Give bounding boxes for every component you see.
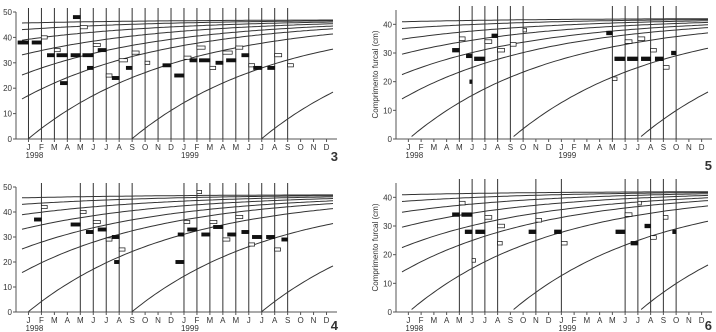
x-tick-label: A	[443, 143, 450, 152]
x-tick-label: J	[635, 316, 640, 325]
growth-curve	[132, 224, 333, 312]
frequency-bar	[673, 230, 676, 234]
year-label: 1999	[558, 324, 577, 332]
panel-number: 4	[330, 318, 338, 332]
x-tick-label: J	[246, 316, 251, 325]
frequency-bar	[80, 210, 86, 213]
year-label: 1999	[180, 151, 199, 160]
frequency-bar	[178, 233, 184, 236]
x-tick-label: S	[129, 143, 135, 152]
frequency-bar	[83, 54, 94, 57]
frequency-bar	[282, 238, 288, 241]
y-tick-label: 0	[7, 308, 12, 317]
frequency-bar	[86, 230, 93, 233]
x-tick-label: F	[571, 316, 577, 325]
y-tick-label: 20	[3, 84, 12, 94]
x-tick-label: S	[507, 316, 514, 325]
x-tick-label: D	[545, 143, 552, 152]
frequency-bar	[651, 48, 657, 52]
frequency-bar	[615, 57, 625, 61]
frequency-bar	[41, 36, 47, 39]
frequency-bar	[47, 54, 54, 57]
year-label: 1998	[405, 151, 424, 160]
x-tick-label: O	[141, 143, 149, 152]
y-axis-label: Comprimento furcal (cm)	[371, 203, 380, 292]
x-tick-label: J	[181, 143, 186, 152]
frequency-bar	[112, 76, 119, 79]
year-label: 1999	[558, 151, 577, 160]
x-tick-label: A	[596, 316, 603, 325]
x-tick-label: F	[571, 143, 577, 152]
x-tick-label: J	[623, 316, 628, 325]
frequency-bar	[476, 230, 485, 234]
frequency-bar	[459, 201, 465, 205]
x-tick-label: A	[443, 316, 450, 325]
x-tick-label: J	[26, 143, 31, 152]
y-tick-label: 40	[3, 33, 12, 43]
x-tick-label: D	[168, 143, 174, 152]
x-tick-label: O	[297, 143, 304, 152]
frequency-bar	[32, 41, 41, 44]
year-label: 1998	[25, 151, 44, 160]
frequency-bar	[54, 49, 60, 52]
frequency-bar	[210, 66, 216, 69]
frequency-bar	[254, 66, 262, 69]
x-tick-label: J	[91, 143, 96, 152]
frequency-bar	[202, 233, 210, 236]
frequency-bar	[242, 54, 249, 57]
frequency-bar	[485, 40, 492, 44]
x-tick-label: M	[456, 143, 463, 152]
frequency-bar	[60, 82, 67, 85]
y-tick-label: 40	[383, 193, 392, 203]
frequency-bar	[523, 28, 526, 32]
frequency-bar	[459, 37, 465, 41]
x-tick-label: A	[116, 316, 122, 325]
growth-curve	[641, 92, 708, 137]
x-tick-label: J	[635, 143, 640, 152]
x-tick-label: D	[545, 316, 552, 325]
frequency-bar	[631, 241, 638, 245]
x-tick-label: A	[220, 316, 226, 325]
frequency-bar	[126, 66, 132, 69]
y-tick-label: 0	[7, 135, 12, 144]
frequency-bar	[651, 236, 657, 240]
growth-curve	[514, 221, 708, 309]
frequency-bar	[190, 59, 197, 62]
y-tick-label: 10	[383, 279, 392, 289]
x-tick-label: N	[155, 316, 161, 325]
x-tick-label: S	[660, 316, 667, 325]
frequency-bar	[655, 57, 663, 61]
frequency-bar	[18, 41, 29, 44]
x-tick-label: F	[418, 316, 424, 325]
x-tick-label: M	[232, 143, 240, 152]
x-tick-label: J	[470, 316, 475, 325]
x-tick-label: J	[559, 143, 564, 152]
frequency-bar	[228, 233, 236, 236]
x-tick-label: M	[609, 316, 616, 325]
x-tick-label: M	[232, 316, 240, 325]
frequency-bar	[267, 235, 275, 238]
frequency-bar	[288, 64, 294, 67]
x-tick-label: J	[259, 143, 264, 152]
frequency-bar	[466, 54, 472, 58]
frequency-bar	[485, 216, 492, 220]
frequency-bar	[462, 213, 472, 217]
x-tick-label: N	[685, 316, 692, 325]
y-tick-label: 40	[3, 208, 12, 217]
x-tick-label: S	[507, 143, 514, 152]
x-tick-label: A	[272, 143, 278, 152]
year-label: 1998	[405, 324, 424, 332]
frequency-bar	[275, 248, 281, 251]
growth-curve	[132, 49, 333, 139]
x-tick-label: M	[51, 143, 58, 152]
frequency-bar	[184, 220, 190, 223]
y-tick-label: 0	[387, 135, 392, 144]
frequency-bar	[453, 213, 460, 217]
x-tick-label: D	[698, 143, 705, 152]
frequency-bar	[98, 49, 106, 52]
frequency-bar	[249, 243, 255, 246]
y-tick-label: 40	[383, 20, 392, 30]
x-tick-label: J	[259, 316, 264, 325]
x-tick-label: J	[104, 143, 109, 152]
frequency-bar	[275, 54, 282, 57]
y-tick-label: 10	[383, 106, 392, 116]
x-tick-label: J	[482, 316, 487, 325]
frequency-bar	[216, 61, 223, 64]
frequency-bar	[87, 66, 93, 69]
panel-number: 6	[704, 318, 712, 332]
frequency-bar	[498, 224, 505, 228]
year-label: 1998	[25, 324, 44, 332]
x-tick-label: J	[623, 143, 628, 152]
x-tick-label: A	[220, 143, 226, 152]
x-tick-label: J	[181, 316, 186, 325]
growth-curve	[514, 48, 708, 136]
frequency-bar	[106, 74, 112, 77]
chart-panel-6	[371, 179, 712, 332]
frequency-bar	[236, 215, 243, 218]
y-tick-label: 20	[383, 250, 392, 260]
frequency-bar	[625, 213, 632, 217]
frequency-bar	[163, 64, 171, 67]
frequency-bar	[536, 219, 542, 223]
chart-panel-3	[3, 8, 338, 164]
frequency-bar	[465, 230, 472, 234]
frequency-bar	[492, 34, 498, 38]
frequency-bar	[80, 26, 87, 29]
growth-curve	[22, 201, 333, 249]
x-tick-label: N	[685, 143, 692, 152]
x-tick-label: O	[520, 143, 527, 152]
x-tick-label: N	[532, 143, 539, 152]
growth-curve	[402, 194, 708, 213]
frequency-bar	[93, 220, 100, 223]
x-tick-label: M	[583, 143, 591, 152]
x-tick-label: S	[660, 143, 667, 152]
growth-curve	[402, 25, 708, 75]
chart-panel-4	[3, 183, 339, 332]
frequency-bar	[628, 57, 638, 61]
x-tick-label: A	[272, 316, 278, 325]
frequency-bar	[510, 43, 516, 47]
x-tick-label: S	[129, 316, 135, 325]
x-tick-label: N	[532, 316, 539, 325]
frequency-bar	[106, 238, 112, 241]
frequency-bar	[498, 48, 505, 52]
x-tick-label: M	[206, 316, 214, 325]
y-tick-label: 20	[383, 77, 392, 87]
y-axis-label: Comprimento furcal (cm)	[371, 30, 380, 119]
x-tick-label: J	[246, 143, 251, 152]
frequency-bar	[115, 260, 120, 263]
frequency-bar	[242, 230, 249, 233]
frequency-bar	[41, 205, 47, 208]
x-tick-label: M	[51, 316, 58, 325]
x-tick-label: J	[470, 143, 475, 152]
frequency-bar	[210, 220, 217, 223]
frequency-bar	[119, 248, 125, 251]
frequency-bar	[197, 46, 205, 49]
frequency-bar	[555, 230, 562, 234]
x-tick-label: F	[194, 143, 200, 152]
frequency-bar	[252, 235, 261, 238]
growth-curve	[641, 265, 708, 310]
frequency-bar	[453, 48, 460, 52]
x-tick-label: O	[520, 316, 527, 325]
frequency-bar	[223, 238, 230, 241]
growth-curve	[22, 26, 333, 75]
frequency-bar	[176, 260, 184, 263]
frequency-bar	[227, 59, 236, 62]
frequency-bar	[132, 51, 139, 54]
frequency-bar	[175, 74, 184, 77]
x-tick-label: M	[609, 143, 616, 152]
x-tick-label: S	[284, 143, 291, 152]
frequency-bar	[93, 43, 100, 46]
frequency-bar	[73, 16, 80, 19]
x-tick-label: N	[310, 143, 317, 152]
x-tick-label: D	[698, 316, 705, 325]
x-tick-label: M	[76, 143, 84, 152]
frequency-bar	[199, 59, 210, 62]
x-tick-label: A	[64, 143, 71, 152]
frequency-bar	[119, 59, 127, 62]
frequency-bar	[197, 190, 202, 193]
panel-number: 3	[330, 149, 338, 164]
x-tick-label: J	[559, 316, 564, 325]
frequency-bar	[641, 57, 650, 61]
x-tick-label: M	[430, 316, 438, 325]
frequency-bar	[71, 223, 80, 226]
x-tick-label: N	[310, 316, 317, 325]
x-tick-label: A	[116, 143, 122, 152]
y-tick-label: 10	[3, 283, 12, 292]
year-label: 1999	[180, 324, 199, 332]
growth-curve	[22, 197, 333, 215]
frequency-bar	[498, 241, 503, 245]
x-tick-label: D	[323, 316, 330, 325]
x-tick-label: A	[494, 316, 501, 325]
x-tick-label: J	[406, 316, 411, 325]
x-tick-label: M	[206, 143, 214, 152]
y-tick-label: 30	[3, 58, 12, 68]
frequency-bar	[268, 66, 275, 69]
frequency-bar	[672, 51, 677, 55]
y-tick-label: 20	[3, 258, 12, 267]
x-tick-label: J	[26, 316, 31, 325]
x-tick-label: J	[406, 143, 411, 152]
x-tick-label: F	[418, 143, 424, 152]
frequency-bar	[472, 259, 475, 263]
x-tick-label: A	[494, 143, 501, 152]
frequency-bar	[638, 37, 645, 41]
y-tick-label: 50	[3, 8, 12, 17]
growth-curve	[402, 21, 708, 40]
x-tick-label: F	[38, 143, 44, 152]
frequency-bar	[529, 230, 536, 234]
frequency-bar	[57, 54, 68, 57]
frequency-bar	[112, 235, 119, 238]
x-tick-label: A	[64, 316, 71, 325]
y-tick-label: 30	[3, 233, 12, 242]
x-tick-label: M	[583, 316, 591, 325]
x-tick-label: A	[647, 316, 654, 325]
frequency-bar	[561, 241, 567, 245]
frequency-bar	[223, 51, 232, 54]
panel-number: 5	[704, 158, 712, 173]
growth-curve	[402, 198, 708, 248]
x-tick-label: D	[168, 316, 174, 325]
frequency-bar	[612, 77, 617, 81]
y-tick-label: 50	[3, 183, 12, 192]
x-tick-label: S	[284, 316, 291, 325]
y-tick-label: 30	[383, 222, 392, 231]
x-tick-label: D	[323, 143, 330, 152]
frequency-bar	[638, 201, 641, 205]
frequency-bar	[607, 31, 613, 35]
frequency-bar	[214, 225, 223, 228]
frequency-bar	[616, 230, 625, 234]
frequency-bar	[475, 57, 485, 61]
x-tick-label: M	[430, 143, 438, 152]
frequency-bar	[645, 224, 651, 228]
x-tick-label: J	[482, 143, 487, 152]
frequency-bar	[98, 228, 106, 231]
frequency-bar	[663, 216, 668, 220]
y-tick-label: 0	[387, 308, 392, 317]
x-tick-label: A	[647, 143, 654, 152]
frequency-bar	[236, 46, 243, 49]
x-tick-label: N	[155, 143, 161, 152]
frequency-bar	[663, 66, 669, 70]
x-tick-label: M	[76, 316, 84, 325]
x-tick-label: F	[38, 316, 44, 325]
x-tick-label: J	[91, 316, 96, 325]
x-tick-label: A	[596, 143, 603, 152]
x-tick-label: F	[194, 316, 200, 325]
chart-panel-5	[371, 6, 712, 173]
y-tick-label: 30	[383, 49, 392, 58]
y-tick-label: 10	[3, 109, 12, 119]
frequency-bar	[34, 218, 41, 221]
frequency-bar	[470, 80, 472, 84]
frequency-bar	[145, 61, 150, 64]
growth-curve	[262, 92, 333, 139]
x-tick-label: M	[456, 316, 463, 325]
x-tick-label: O	[297, 316, 304, 325]
frequency-bar	[188, 228, 197, 231]
x-tick-label: O	[673, 316, 680, 325]
frequency-bar	[625, 40, 632, 44]
x-tick-label: O	[141, 316, 149, 325]
frequency-bar	[71, 54, 80, 57]
growth-curve	[262, 266, 333, 312]
x-tick-label: O	[673, 143, 680, 152]
x-tick-label: J	[104, 316, 109, 325]
